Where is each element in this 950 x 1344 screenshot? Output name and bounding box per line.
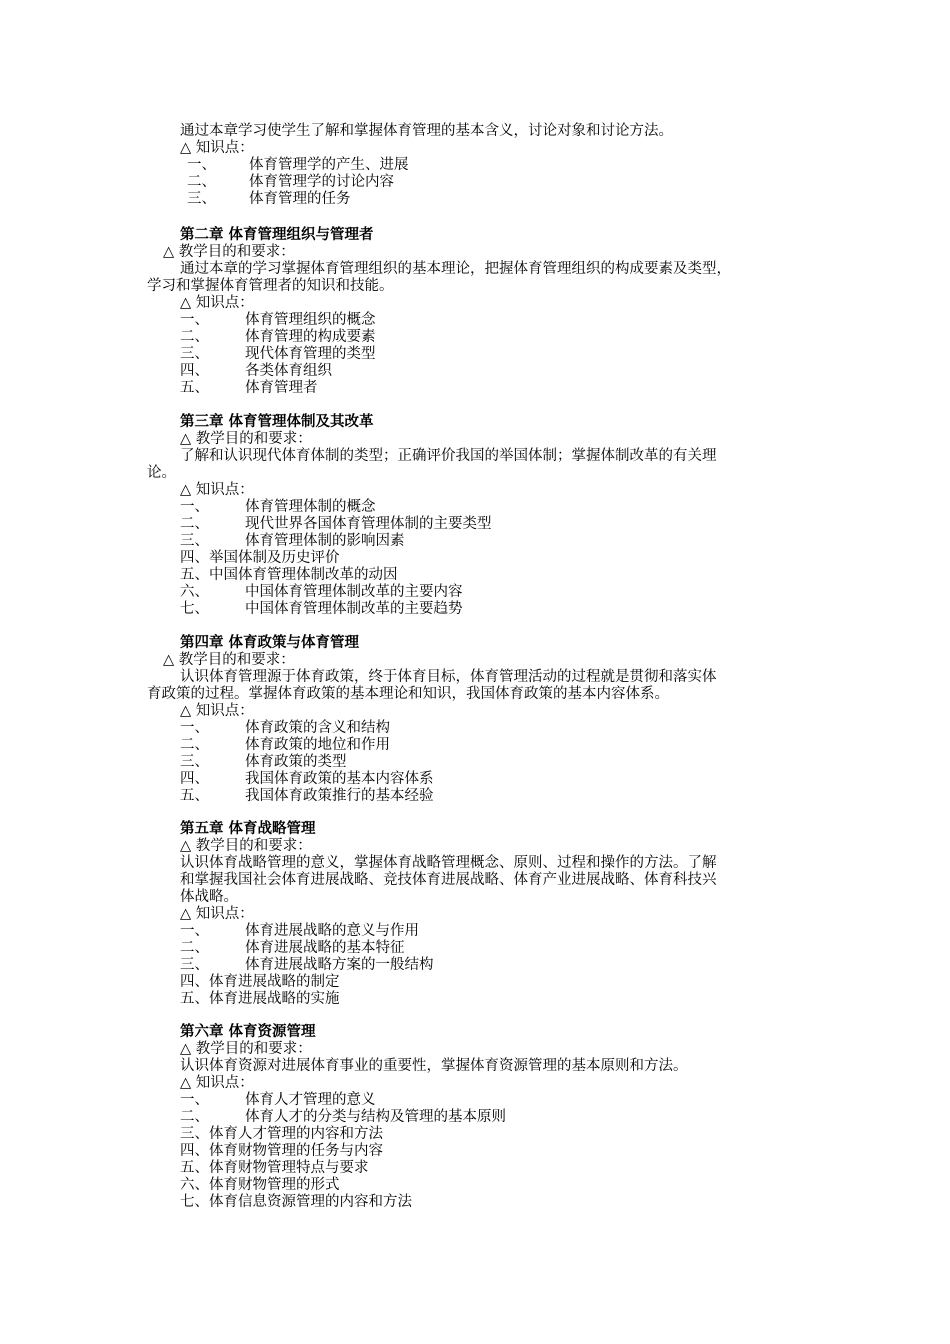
goal-label: △ 教学目的和要求： (180, 431, 312, 447)
intro-points-label: △ 知识点： (180, 140, 254, 156)
list-item: 一、 体育人才管理的意义 (180, 1092, 376, 1108)
goal-label: △ 教学目的和要求： (180, 838, 312, 854)
list-item: 二、 现代世界各国体育管理体制的主要类型 (180, 516, 492, 532)
list-item: 二、 体育政策的地位和作用 (180, 737, 390, 753)
list-item: 一、 体育进展战略的意义与作用 (180, 923, 419, 939)
list-item: 一、 体育管理学的产生、进展 (187, 157, 409, 173)
list-item: 三、 体育进展战略方案的一般结构 (180, 957, 434, 973)
list-item: 三、 体育管理体制的影响因素 (180, 533, 405, 549)
points-label: △ 知识点： (180, 295, 254, 311)
list-item: 三、 体育政策的类型 (180, 754, 347, 770)
chapter-title: 第五章 体育战略管理 (180, 821, 316, 837)
goal-text: 和掌握我国社会体育进展战略、竞技体育进展战略、体育产业进展战略、体育科技兴 (180, 872, 717, 888)
list-item: 四、举国体制及历史评价 (180, 550, 340, 566)
goal-text: 认识体育资源对进展体育事业的重要性，掌握体育资源管理的基本原则和方法。 (180, 1058, 688, 1074)
goal-text: 学习和掌握体育管理者的知识和技能。 (147, 278, 394, 294)
goal-label: △ 教学目的和要求： (163, 244, 295, 260)
list-item: 一、 体育政策的含义和结构 (180, 720, 390, 736)
list-item: 六、 中国体育管理体制改革的主要内容 (180, 584, 463, 600)
points-label: △ 知识点： (180, 703, 254, 719)
goal-text: 论。 (147, 465, 176, 481)
points-label: △ 知识点： (180, 1075, 254, 1091)
list-item: 四、体育财物管理的任务与内容 (180, 1143, 383, 1159)
list-item: 四、 我国体育政策的基本内容体系 (180, 771, 434, 787)
list-item: 二、 体育人才的分类与结构及管理的基本原则 (180, 1109, 506, 1125)
list-item: 六、体育财物管理的形式 (180, 1177, 340, 1193)
goal-text: 了解和认识现代体育体制的类型；正确评价我国的举国体制；掌握体制改革的有关理 (180, 448, 717, 464)
goal-label: △ 教学目的和要求： (180, 1041, 312, 1057)
chapter-title: 第二章 体育管理组织与管理者 (180, 227, 374, 243)
list-item: 三、体育人才管理的内容和方法 (180, 1126, 383, 1142)
list-item: 五、中国体育管理体制改革的动因 (180, 567, 398, 583)
list-item: 二、 体育管理的构成要素 (180, 329, 376, 345)
list-item: 一、 体育管理组织的概念 (180, 312, 376, 328)
chapter-title: 第四章 体育政策与体育管理 (180, 635, 360, 651)
goal-text: 认识体育管理源于体育政策，终于体育目标，体育管理活动的过程就是贯彻和落实体 (180, 669, 717, 685)
list-item: 五、 我国体育政策推行的基本经验 (180, 788, 434, 804)
list-item: 五、体育财物管理特点与要求 (180, 1160, 369, 1176)
intro-objective: 通过本章学习使学生了解和掌握体育管理的基本含义，讨论对象和讨论方法。 (180, 123, 673, 139)
list-item: 七、 中国体育管理体制改革的主要趋势 (180, 601, 463, 617)
goal-text: 通过本章的学习掌握体育管理组织的基本理论，把握体育管理组织的构成要素及类型， (180, 261, 731, 277)
list-item: 二、 体育进展战略的基本特征 (180, 940, 405, 956)
list-item: 四、 各类体育组织 (180, 363, 332, 379)
list-item: 一、 体育管理体制的概念 (180, 499, 376, 515)
list-item: 三、 体育管理的任务 (187, 191, 351, 207)
chapter-title: 第三章 体育管理体制及其改革 (180, 414, 374, 430)
goal-text: 认识体育战略管理的意义，掌握体育战略管理概念、原则、过程和操作的方法。了解 (180, 855, 717, 871)
list-item: 三、 现代体育管理的类型 (180, 346, 376, 362)
points-label: △ 知识点： (180, 906, 254, 922)
points-label: △ 知识点： (180, 482, 254, 498)
chapter-title: 第六章 体育资源管理 (180, 1024, 316, 1040)
goal-text: 育政策的过程。掌握体育政策的基本理论和知识，我国体育政策的基本内容体系。 (147, 686, 669, 702)
list-item: 五、体育进展战略的实施 (180, 991, 340, 1007)
list-item: 五、 体育管理者 (180, 380, 318, 396)
list-item: 二、 体育管理学的讨论内容 (187, 174, 394, 190)
list-item: 四、体育进展战略的制定 (180, 974, 340, 990)
list-item: 七、体育信息资源管理的内容和方法 (180, 1194, 412, 1210)
goal-label: △ 教学目的和要求： (163, 652, 295, 668)
goal-text: 体战略。 (180, 889, 238, 905)
